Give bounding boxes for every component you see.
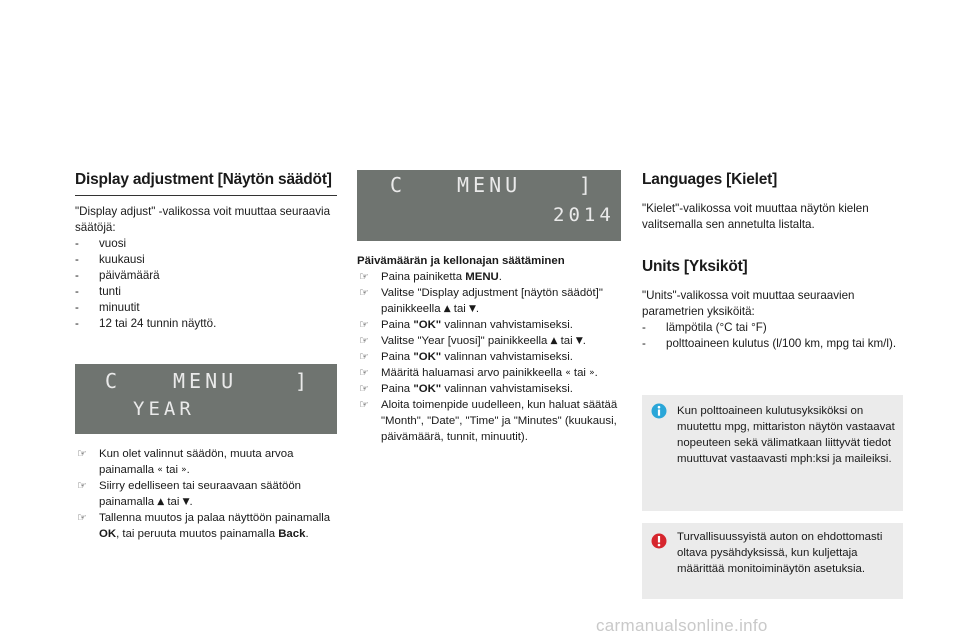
watermark: carmanualsonline.info bbox=[596, 616, 768, 635]
screen-menu-label: MENU bbox=[173, 369, 238, 393]
screen-bracket-left: C bbox=[105, 369, 122, 393]
list-item: - 12 tai 24 tunnin näyttö. bbox=[75, 316, 337, 332]
screen-value: 2014 bbox=[553, 204, 615, 226]
units-list bbox=[642, 320, 904, 352]
step-item: ☞ Siirry edelliseen tai seuraavaan säätöön painamalla ▲ tai ▼. bbox=[75, 478, 337, 510]
units-title: Units [Yksiköt] bbox=[642, 258, 748, 275]
warning-note-text: Turvallisuussyistä auton on ehdottomasti oltava pysähdyksissä, kun kuljettaja määrittää monitoiminäytön asetuksia. bbox=[677, 531, 883, 575]
list-item: - tunti bbox=[75, 284, 337, 300]
list-item: - vuosi bbox=[75, 236, 337, 252]
up-arrow-icon: ▲ bbox=[157, 497, 165, 507]
rewind-icon: « bbox=[157, 465, 163, 475]
step-list bbox=[75, 446, 337, 542]
ok-label: "OK" bbox=[413, 383, 442, 395]
screen-menu-label: MENU bbox=[457, 173, 522, 197]
step-item: ☞ Paina "OK" valinnan vahvistamiseksi. bbox=[357, 381, 621, 397]
adjustment-list bbox=[75, 236, 337, 332]
step-item: ☞ Kun olet valinnut säädön, muuta arvoa painamalla « tai ». bbox=[75, 446, 337, 478]
step-item: ☞ Määritä haluamasi arvo painikkeella « tai ». bbox=[357, 365, 621, 381]
list-item: - kuukausi bbox=[75, 252, 337, 268]
languages-units-section bbox=[642, 170, 904, 352]
step-item: ☞ Paina "OK" valinnan vahvistamiseksi. bbox=[357, 349, 621, 365]
step-item: ☞ Valitse "Year [vuosi]" painikkeella ▲ tai ▼. bbox=[357, 333, 621, 349]
step-item: ☞ Paina "OK" valinnan vahvistamiseksi. bbox=[357, 317, 621, 333]
ok-label: "OK" bbox=[413, 319, 442, 331]
step-item: ☞ Tallenna muutos ja palaa näyttöön painamalla OK, tai peruuta muutos painamalla Back. bbox=[75, 510, 337, 542]
step-list bbox=[357, 269, 621, 445]
display-adjustment-section bbox=[75, 170, 337, 542]
down-arrow-icon: ▼ bbox=[575, 336, 583, 346]
section-title: Display adjustment [Näytön säädöt] bbox=[75, 170, 337, 196]
units-intro: "Units"-valikossa voit muuttaa seuraavien parametrien yksiköitä: bbox=[642, 289, 855, 318]
step-item: ☞ Paina painiketta MENU. bbox=[357, 269, 621, 285]
languages-text: "Kielet"-valikossa voit muuttaa näytön kielen valitsemalla sen annetulta listalta. bbox=[642, 202, 869, 231]
languages-title: Languages [Kielet] bbox=[642, 171, 778, 188]
list-item: - minuutit bbox=[75, 300, 337, 316]
step-item: ☞ Aloita toimenpide uudelleen, kun haluat säätää "Month", "Date", "Time" ja "Minutes" (kuukausi, päivämäärä, tunnit, minuutit). bbox=[357, 397, 621, 445]
warning-note bbox=[642, 523, 903, 599]
warning-icon bbox=[651, 533, 667, 549]
menu-label: MENU bbox=[465, 271, 499, 283]
fast-forward-icon: » bbox=[181, 465, 187, 475]
list-item: - lämpötila (°C tai °F) bbox=[642, 320, 904, 336]
list-item: - polttoaineen kulutus (l/100 km, mpg tai km/l). bbox=[642, 336, 904, 352]
screen-value: YEAR bbox=[133, 398, 195, 420]
ok-label: OK bbox=[99, 528, 117, 540]
ok-label: "OK" bbox=[413, 351, 442, 363]
up-arrow-icon: ▲ bbox=[443, 304, 451, 314]
info-note bbox=[642, 395, 903, 511]
info-icon bbox=[651, 403, 667, 419]
rewind-icon: « bbox=[565, 368, 571, 378]
screen-bracket-right: ] bbox=[579, 173, 596, 197]
up-arrow-icon: ▲ bbox=[550, 336, 558, 346]
date-time-section bbox=[357, 170, 621, 445]
step-item: ☞ Valitse "Display adjustment [näytön säädöt]" painikkeella ▲ tai ▼. bbox=[357, 285, 621, 317]
screen-bracket-right: ] bbox=[295, 369, 312, 393]
intro-text: "Display adjust" -valikossa voit muuttaa seuraavia säätöjä: bbox=[75, 205, 331, 234]
screen-bracket-left: C bbox=[390, 173, 407, 197]
info-note-text: Kun polttoaineen kulutusyksiköksi on muutettu mpg, mittariston näytön vastaavat nopeuteen sekä välimatkaan liittyvät tiedot muuttuvat vastaavasti mph:ksi ja maileiksi. bbox=[677, 405, 895, 465]
display-screen-year bbox=[75, 364, 337, 434]
list-item: - päivämäärä bbox=[75, 268, 337, 284]
fast-forward-icon: » bbox=[589, 368, 595, 378]
subheading: Päivämäärän ja kellonajan säätäminen bbox=[357, 255, 565, 267]
down-arrow-icon: ▼ bbox=[182, 497, 190, 507]
back-label: Back bbox=[278, 528, 306, 540]
display-screen-menu bbox=[357, 170, 621, 241]
down-arrow-icon: ▼ bbox=[468, 304, 476, 314]
